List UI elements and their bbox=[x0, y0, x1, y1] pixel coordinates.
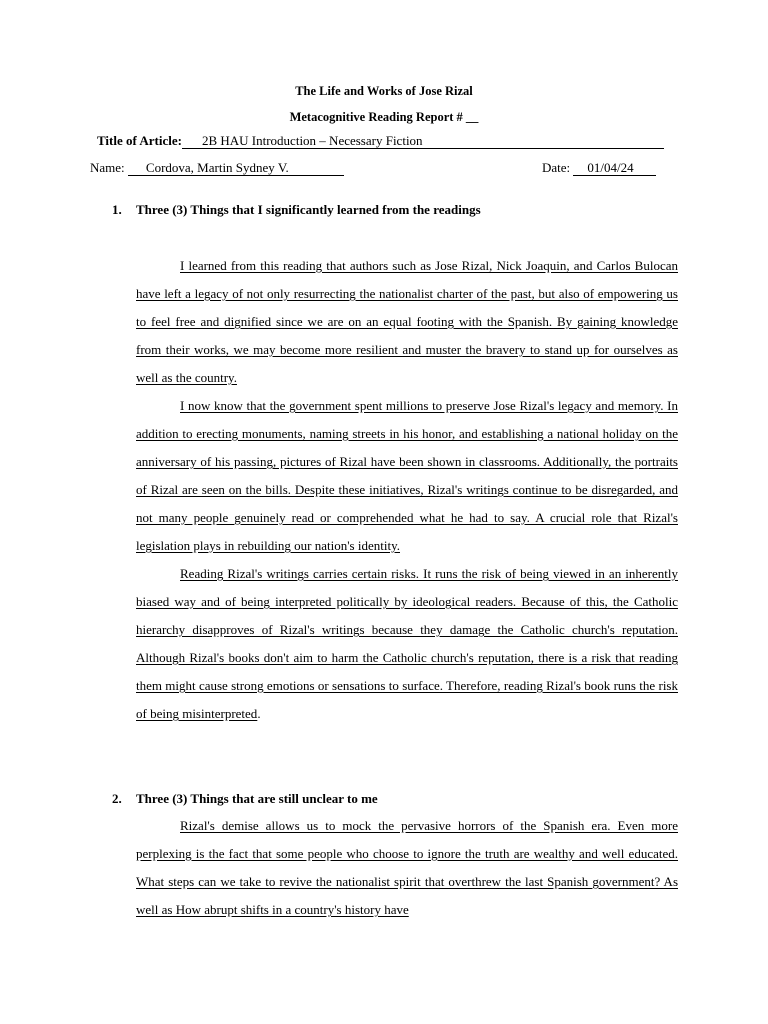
date-value: 01/04/24 bbox=[573, 160, 656, 176]
section-1-body bbox=[136, 252, 678, 728]
date-label: Date: bbox=[542, 160, 571, 175]
article-title-label: Title of Article: bbox=[97, 133, 182, 148]
section-2-body bbox=[136, 812, 678, 924]
section-1-paragraph bbox=[136, 252, 678, 392]
name-label: Name: bbox=[90, 160, 125, 175]
document-title: The Life and Works of Jose Rizal bbox=[295, 84, 473, 98]
section-2-paragraph bbox=[136, 812, 678, 924]
section-1-paragraph: Reading Rizal's writings carries certain risks. It runs the risk of being viewed in an inherently biased way and of being interpreted politically by ideological readers. Because of this, the Catholic hierarchy disapproves of Rizal's writings because they damage the Catholic church's reputation. Although Rizal's books don't aim to harm the Catholic church's reputation, there is a risk that reading them might cause strong emotions or sensations to surface. Therefore, reading Rizal's book runs the risk of being misinterpreted. bbox=[136, 566, 678, 721]
paragraph-text: I now know that the government spent millions to preserve Jose Rizal's legacy and memory. In addition to erecting monuments, naming streets in his honor, and establishing a national holiday on the anniversary of his passing, pictures of Rizal have been shown in classrooms. Additionally, the portraits of Rizal are seen on the bills. Despite these initiatives, Rizal's writings continue to be disregarded, and not many people genuinely read or comprehended what he had to say. A crucial role that Rizal's legislation plays in rebuilding our nation's identity. bbox=[136, 398, 678, 553]
name-value: Cordova, Martin Sydney V. bbox=[128, 160, 344, 176]
date-row bbox=[542, 160, 656, 176]
section-2-title: Three (3) Things that are still unclear to me bbox=[136, 791, 378, 806]
section-1-paragraph bbox=[136, 392, 678, 560]
paragraph-text: I learned from this reading that authors such as Jose Rizal, Nick Joaquin, and Carlos Bulocan have left a legacy of not only resurrecting the nationalist charter of the past, but also of empowering us to feel free and dignified since we are on an equal footing with the Spanish. By gaining knowledge from their works, we may become more resilient and muster the bravery to stand up for ourselves as well as the country. bbox=[136, 258, 678, 385]
section-2-heading bbox=[112, 791, 378, 807]
name-row bbox=[90, 160, 344, 176]
section-1-number: 1. bbox=[112, 202, 122, 217]
paragraph-text: Rizal's demise allows us to mock the pervasive horrors of the Spanish era. Even more perplexing is the fact that some people who choose to ignore the truth are wealthy and well educated. What steps can we take to revive the nationalist spirit that overthrew the last Spanish government? As well as How abrupt shifts in a country's history have bbox=[136, 818, 678, 917]
section-1-title: Three (3) Things that I significantly learned from the readings bbox=[136, 202, 481, 217]
section-1-heading bbox=[112, 202, 481, 218]
report-subtitle: Metacognitive Reading Report # __ bbox=[289, 110, 479, 124]
paragraph-text: Reading Rizal's writings carries certain risks. It runs the risk of being viewed in an inherently biased way and of being interpreted politically by ideological readers. Because of this, the Catholic hierarchy disapproves of Rizal's writings because they damage the Catholic church's reputation. Although Rizal's books don't aim to harm the Catholic church's reputation, there is a risk that reading them might cause strong emotions or sensations to surface. Therefore, reading Rizal's book runs the risk of being misinterpreted bbox=[136, 566, 678, 721]
article-title-row bbox=[97, 133, 664, 149]
section-2-number: 2. bbox=[112, 791, 122, 806]
article-title-value: 2B HAU Introduction – Necessary Fiction bbox=[182, 133, 664, 149]
